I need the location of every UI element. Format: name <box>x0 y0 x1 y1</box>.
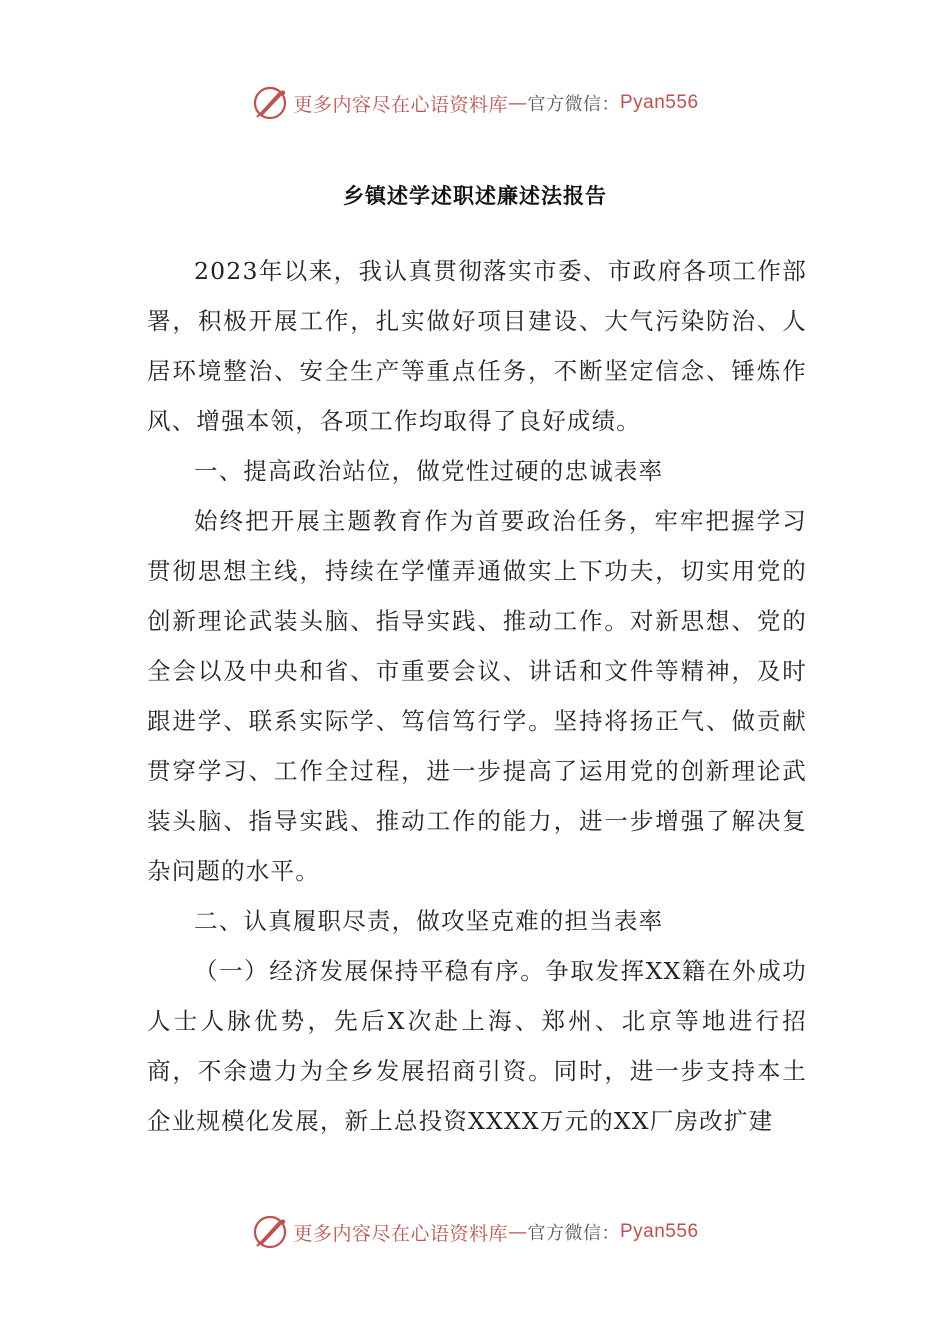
document-title: 乡镇述学述职述廉述法报告 <box>343 184 607 208</box>
watermark-brand-text: 更多内容尽在心语资料库 <box>293 93 508 116</box>
watermark-separator: — <box>508 1221 528 1243</box>
watermark-wechat-id: Pyan556 <box>620 92 699 113</box>
watermark-official-label: 官方微信： <box>527 94 620 115</box>
section-heading-1: 一、提高政治站位，做党性过硬的忠诚表率 <box>194 457 664 485</box>
footer-watermark <box>0 1213 950 1251</box>
document-body <box>147 246 807 1146</box>
header-watermark <box>0 84 950 122</box>
quill-pen-circle-icon <box>251 84 289 122</box>
paragraph-section-2-1: （一）经济发展保持平稳有序。争取发挥XX籍在外成功人士人脉优势，先后X次赴上海、郑州、北京等地进行招商，不余遗力为全乡发展招商引资。同时，进一步支持本土企业规模化发展，新上总投资XXXX万元的XX厂房改扩建 <box>147 957 807 1135</box>
section-heading-2: 二、认真履职尽责，做攻坚克难的担当表率 <box>194 907 664 935</box>
quill-pen-circle-icon <box>251 1213 289 1251</box>
paragraph-intro: 2023年以来，我认真贯彻落实市委、市政府各项工作部署，积极开展工作，扎实做好项目建设、大气污染防治、人居环境整治、安全生产等重点任务，不断坚定信念、锤炼作风、增强本领，各项工作均取得了良好成绩。 <box>147 257 807 435</box>
paragraph-section-1: 始终把开展主题教育作为首要政治任务，牢牢把握学习贯彻思想主线，持续在学懂弄通做实上下功夫，切实用党的创新理论武装头脑、指导实践、推动工作。对新思想、党的全会以及中央和省、市重要会议、讲话和文件等精神，及时跟进学、联系实际学、笃信笃行学。坚持将扬正气、做贡献贯穿学习、工作全过程，进一步提高了运用党的创新理论武装头脑、指导实践、推动工作的能力，进一步增强了解决复杂问题的水平。 <box>147 507 807 885</box>
watermark-official-label: 官方微信： <box>527 1223 620 1244</box>
watermark-wechat-id: Pyan556 <box>620 1221 699 1242</box>
watermark-separator: — <box>508 92 528 114</box>
watermark-brand-text: 更多内容尽在心语资料库 <box>293 1222 508 1245</box>
